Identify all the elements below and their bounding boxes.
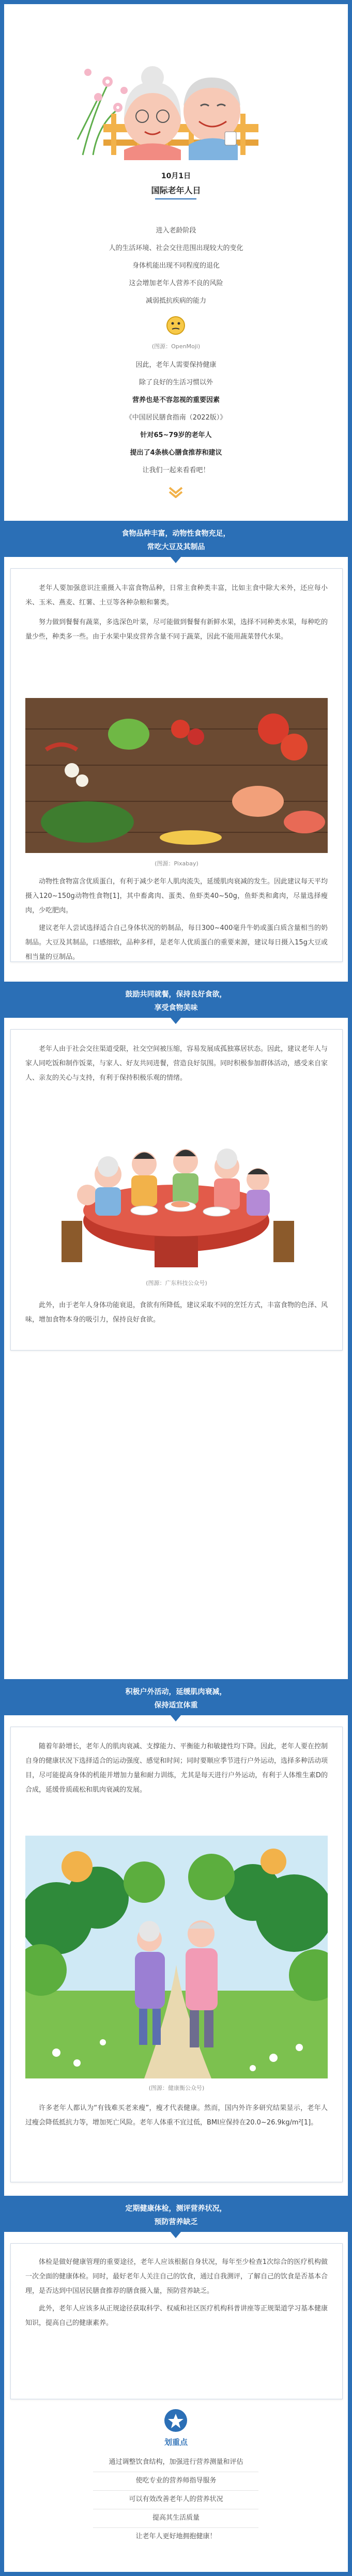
section-2-card [10,1029,343,1351]
section-1-text [25,581,328,644]
intro-lines-2 [0,356,352,479]
frame-top-border [0,0,352,4]
section-2-family-dinner-illustration [25,1118,328,1273]
ending-separator [93,2527,258,2528]
title-underline [155,198,196,199]
section-2-image-caption: (图源：广东科技公众号) [146,1280,207,1286]
section-3-image-caption: (图源：健康衡公众号) [148,2085,205,2091]
paragraph: 努力做到餐餐有蔬菜，多选深色叶菜，尽可能做到餐餐有新鲜水果，选择不同种类水果，每种吃的量少些，种类多一些。由于水果中果皮营养含量不同于蔬菜，因此不能用蔬菜替代水果。 [25,618,328,641]
thinking-face-icon [165,315,186,336]
section-4-title-line2: 预防营养缺乏 [154,2218,198,2226]
intro-line: 身体机能出现不同程度的退化 [132,262,220,270]
banner-notch [171,2232,181,2238]
section-1-title-line2: 常吃大豆及其制品 [147,543,205,551]
section-3-text [25,1740,328,1797]
ending-lines [0,2453,352,2546]
section-4-banner [0,2196,352,2232]
ending-line: 可以有效改善老年人的营养状况 [129,2495,223,2503]
paragraph: 许多老年人都认为“有钱难买老来瘦”，瘦才代表健康。然而，国内外许多研究结果显示，老年人过瘦会降低抵抗力等，增加死亡风险。老年人体重不宜过低，BMI应保持在20.0~26.9kg/m²[1]。 [25,2104,328,2127]
section-2-title-line1: 鼓励共同就餐，保持良好食欲， [125,990,227,999]
intro-image-caption: (图源：OpenMoji) [151,343,201,350]
intro-line: 减弱抵抗疾病的能力 [145,297,206,305]
section-4-card [10,2243,343,2399]
section-2-title-line2: 享受食物美味 [154,1004,198,1012]
ending-line: 提高其生活质量 [152,2514,200,2522]
intro-line: 因此，老年人需要保持健康 [135,361,217,369]
intro-lines [0,222,352,310]
banner-notch [171,557,181,563]
section-3-title-line2: 保持适宜体重 [154,1701,198,1710]
intro-bold-line: 提出了4条核心膳食推荐和建议 [130,449,222,457]
ending-line: 让老年人更好地拥抱健康！ [135,2533,217,2540]
section-1-banner [0,521,352,557]
section-4-text [25,2255,328,2331]
page-title: 国际老年人日 [151,185,201,195]
frame-bottom-border [0,2572,352,2576]
intro-line: 人的生活环境、社会交往范围出现较大的变化 [109,244,243,252]
section-1-image-caption: (图源：Pixabay) [155,860,198,867]
event-date: 10月1日 [161,172,191,180]
section-4-title-line1: 定期健康体检，测评营养状况， [125,2205,227,2213]
ending-separator [93,2490,258,2491]
paragraph: 动物性食物富含优质蛋白，有利于减少老年人肌肉流失，延缓肌肉衰减的发生。因此建议每天平均摄入120~150g动物性食物[1]，其中畜禽肉、蛋类、鱼虾类40~50g，鱼虾类和禽肉，尽量选择瘦肉，少吃肥肉。 [25,878,328,914]
section-2-text-after [25,1298,328,1327]
banner-notch [171,1715,181,1721]
key-point-icon [163,2408,189,2433]
section-3-banner [0,1679,352,1715]
paragraph: 体检是做好健康管理的重要途径，老年人应该根据自身状况，每年至少检查1次综合的医疗机构做一次全面的健康体检。同时，最好老年人关注自己的饮食，通过自我测评，了解自己的饮食是否基本合理，是否达到中国居民膳食推荐的膳食摄入量，预防营养缺乏。 [25,2258,328,2295]
intro-line: 进入老龄阶段 [156,227,196,235]
section-1-title-line1: 食物品种丰富，动物性食物充足， [121,530,231,538]
chevron-down-icon [168,486,183,498]
paragraph: 此外，由于老年人身体功能衰退，食欲有所降低，建议采取不同的烹饪方式，丰富食物的色泽、风味，增加食物本身的吸引力，保持良好食欲。 [25,1301,328,1324]
section-3-walking-couple-illustration [25,1836,328,2078]
ending-line: 使吃专业的营养师指导服务 [135,2477,217,2485]
paragraph: 此外，老年人应该多从正规途径获取科学、权威和社区医疗机构科普讲座等正规渠道学习基本健康知识，提高自己的健康素养。 [25,2305,328,2327]
intro-line: 让我们一起来看看吧！ [142,467,210,474]
intro-bold-line: 营养也是不容忽视的重要因素 [132,396,220,404]
ending-line: 通过调整饮食结构，加强进行营养测量和评估 [109,2458,243,2466]
paragraph: 建议老年人尝试选择适合自己身体状况的奶制品，每日300~400毫升牛奶或蛋白质含量相当的奶制品。大豆及其制品，口感细软，品种多样，是老年人优质蛋白的重要来源，建议每日摄入15g大豆或相当量的豆制品。 [25,924,328,961]
section-1-text-after [25,875,328,965]
hero-illustration-elderly-couple [62,21,289,160]
intro-line: 除了良好的生活习惯以外 [139,379,213,386]
intro-line: 《中国居民膳食指南（2022版）》 [125,414,227,422]
paragraph: 随着年龄增长，老年人的肌肉衰减、支撑能力、平衡能力和敏捷性均下降。因此，老年人要在控制自身的健康状况下选择适合的运动强度、感觉和时间；同时要顺应季节进行户外运动，选择多种活动项目，尽可能提高身体的机能并增加力量和耐力训练，尤其是每天进行户外运动，有利于人体维生素D的合成，延缓骨质疏松和肌肉衰减的发展。 [25,1743,328,1794]
section-1-food-photo [25,698,328,853]
paragraph: 老年人要加强意识注重摄入丰富食物品种，日常主食种类丰富，比如主食中除大米外，还应每小米、玉米、燕麦、红薯、土豆等各种杂粮和薯类。 [25,584,328,607]
section-1-card [10,568,343,962]
section-2-text [25,1042,328,1085]
banner-notch [171,1018,181,1024]
intro-bold-line: 针对65~79岁的老年人 [140,431,212,439]
ending-title: 划重点 [164,2438,188,2447]
section-3-card [10,1727,343,2182]
section-3-text-after [25,2101,328,2130]
section-3-title-line1: 积极户外活动，延缓肌肉衰减， [125,1688,227,1696]
section-2-banner [0,982,352,1018]
intro-line: 这会增加老年人营养不良的风险 [129,280,223,287]
paragraph: 老年人由于社会交往渠道受限，社交空间被压缩，容易发展成孤独寡居状态。因此，建议老年人与家人同吃饭和制作饭菜，与家人、好友共同进餐，营造良好氛围。同时积极参加群体活动，感受来自家人、亲友的关心与支持，有利于保持积极乐观的情绪。 [25,1045,328,1082]
